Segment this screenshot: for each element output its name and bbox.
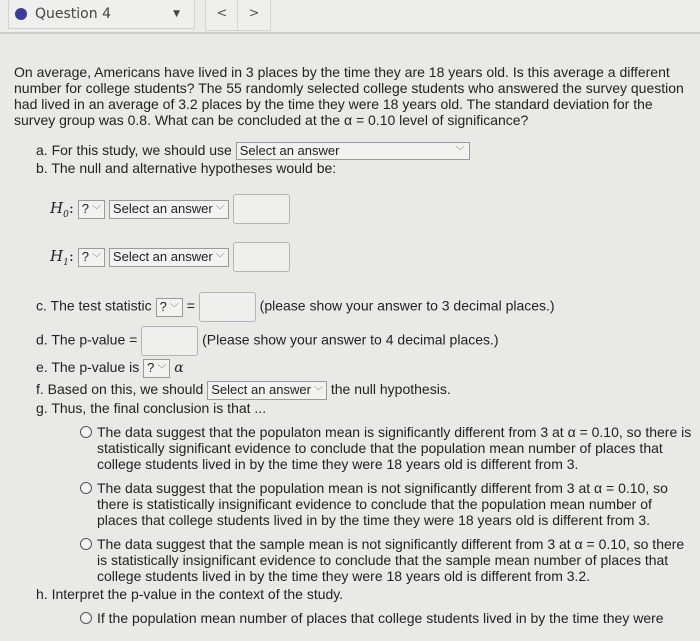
chevron-down-icon: ﹀ [215, 204, 225, 215]
part-c-label: c. The test statistic [36, 298, 152, 314]
top-bar [0, 0, 700, 34]
decision-select[interactable]: Select an answer ﹀ [207, 381, 327, 400]
option-text: The data suggest that the sample mean is not significantly different from 3 at α = 0.10, so there is statistically insignificant evidence to conclude that the sample mean number of places that college students lived in by the time they were 18 years old is different from 3.2. [97, 536, 685, 585]
chevron-left-icon: < [216, 6, 228, 21]
part-f-after: the null hypothesis. [330, 381, 451, 398]
test-statistic-input[interactable] [199, 292, 256, 322]
conclusion-option-3[interactable] [80, 536, 694, 584]
select-value: Select an answer [239, 143, 340, 159]
conclusion-option-1[interactable] [80, 424, 694, 472]
part-g: g. Thus, the final conclusion is that ... [36, 400, 267, 417]
h0-value-input[interactable] [233, 194, 290, 224]
part-a-label: a. For this study, we should use [36, 142, 232, 158]
h1-row [50, 242, 694, 272]
question-text: On average, Americans have lived in 3 places by the time they are 18 years old. Is this average a different number for college students? The 55 randomly selected college students who answered the survey question had lived in an average of 3.2 places by the time they were 18 years old. The standard deviation for the survey group was 0.8. What can be concluded at the α = 0.10 level of significance? [14, 64, 684, 128]
alpha-symbol: α [174, 360, 184, 377]
p-value-input[interactable] [141, 326, 198, 356]
part-b: b. The null and alternative hypotheses would be: [36, 160, 337, 177]
conclusion-option-2[interactable] [80, 480, 694, 528]
caret-down-icon: ▼ [173, 9, 180, 19]
question-label: Question 4 [35, 6, 111, 22]
next-question-button[interactable] [237, 0, 271, 31]
chevron-down-icon: ﹀ [92, 252, 102, 263]
h0-operator-select[interactable]: Select an answer ﹀ [109, 200, 229, 219]
radio-button[interactable] [80, 426, 92, 438]
part-e-label: e. The p-value is [36, 359, 140, 376]
part-f-label: f. Based on this, we should [36, 381, 204, 398]
option-text: If the population mean number of places that college students lived in by the time they were [97, 610, 664, 627]
h0-label: $H_0$: [50, 199, 74, 220]
chevron-down-icon: ﹀ [455, 146, 465, 157]
chevron-right-icon: > [248, 6, 260, 21]
part-d [36, 326, 694, 356]
radio-button[interactable] [80, 612, 92, 624]
h1-value-input[interactable] [233, 242, 290, 272]
radio-button[interactable] [80, 482, 92, 494]
part-d-label: d. The p-value = [36, 332, 138, 348]
question-selector[interactable] [8, 0, 195, 29]
prev-question-button[interactable] [205, 0, 239, 31]
interpretation-option-1[interactable] [80, 610, 694, 626]
part-c-note: (please show your answer to 3 decimal places.) [259, 298, 555, 314]
status-dot-icon [15, 8, 27, 20]
part-e [36, 359, 694, 378]
chevron-down-icon: ﹀ [92, 204, 102, 215]
h1-parameter-select[interactable]: ? ﹀ [78, 248, 105, 267]
option-text: The data suggest that the population mean is not significantly different from 3 at α = 0.10, so there is statistically insignificant evidence to conclude that the population mean number of places that college students lived in by the time they were 18 years old is different from 3. [97, 480, 668, 529]
option-text: The data suggest that the populaton mean is significantly different from 3 at α = 0.10, so there is statistically significant evidence to conclude that the population mean number of places that college students lived in by the time they were 18 years old is different from 3. [97, 424, 692, 473]
part-f [36, 381, 694, 400]
chevron-down-icon: ﹀ [157, 364, 167, 375]
h0-row [50, 194, 694, 224]
radio-button[interactable] [80, 538, 92, 550]
part-d-note: (Please show your answer to 4 decimal places.) [202, 332, 499, 348]
h0-parameter-select[interactable]: ? ﹀ [78, 200, 105, 219]
h1-label: $H_1$: [50, 247, 74, 268]
question-content [0, 34, 700, 636]
chevron-down-icon: ﹀ [169, 302, 179, 313]
p-value-comparison-select[interactable]: ? ﹀ [143, 359, 170, 378]
test-statistic-type-select[interactable]: ? ﹀ [156, 298, 183, 317]
h1-operator-select[interactable]: Select an answer ﹀ [109, 248, 229, 267]
study-type-select[interactable] [236, 142, 470, 160]
chevron-down-icon: ﹀ [215, 252, 225, 263]
chevron-down-icon: ﹀ [313, 386, 323, 397]
part-h: h. Interpret the p-value in the context of the study. [36, 586, 344, 603]
part-a [36, 142, 694, 160]
equals-sign: = [186, 298, 195, 314]
part-c [36, 292, 694, 322]
